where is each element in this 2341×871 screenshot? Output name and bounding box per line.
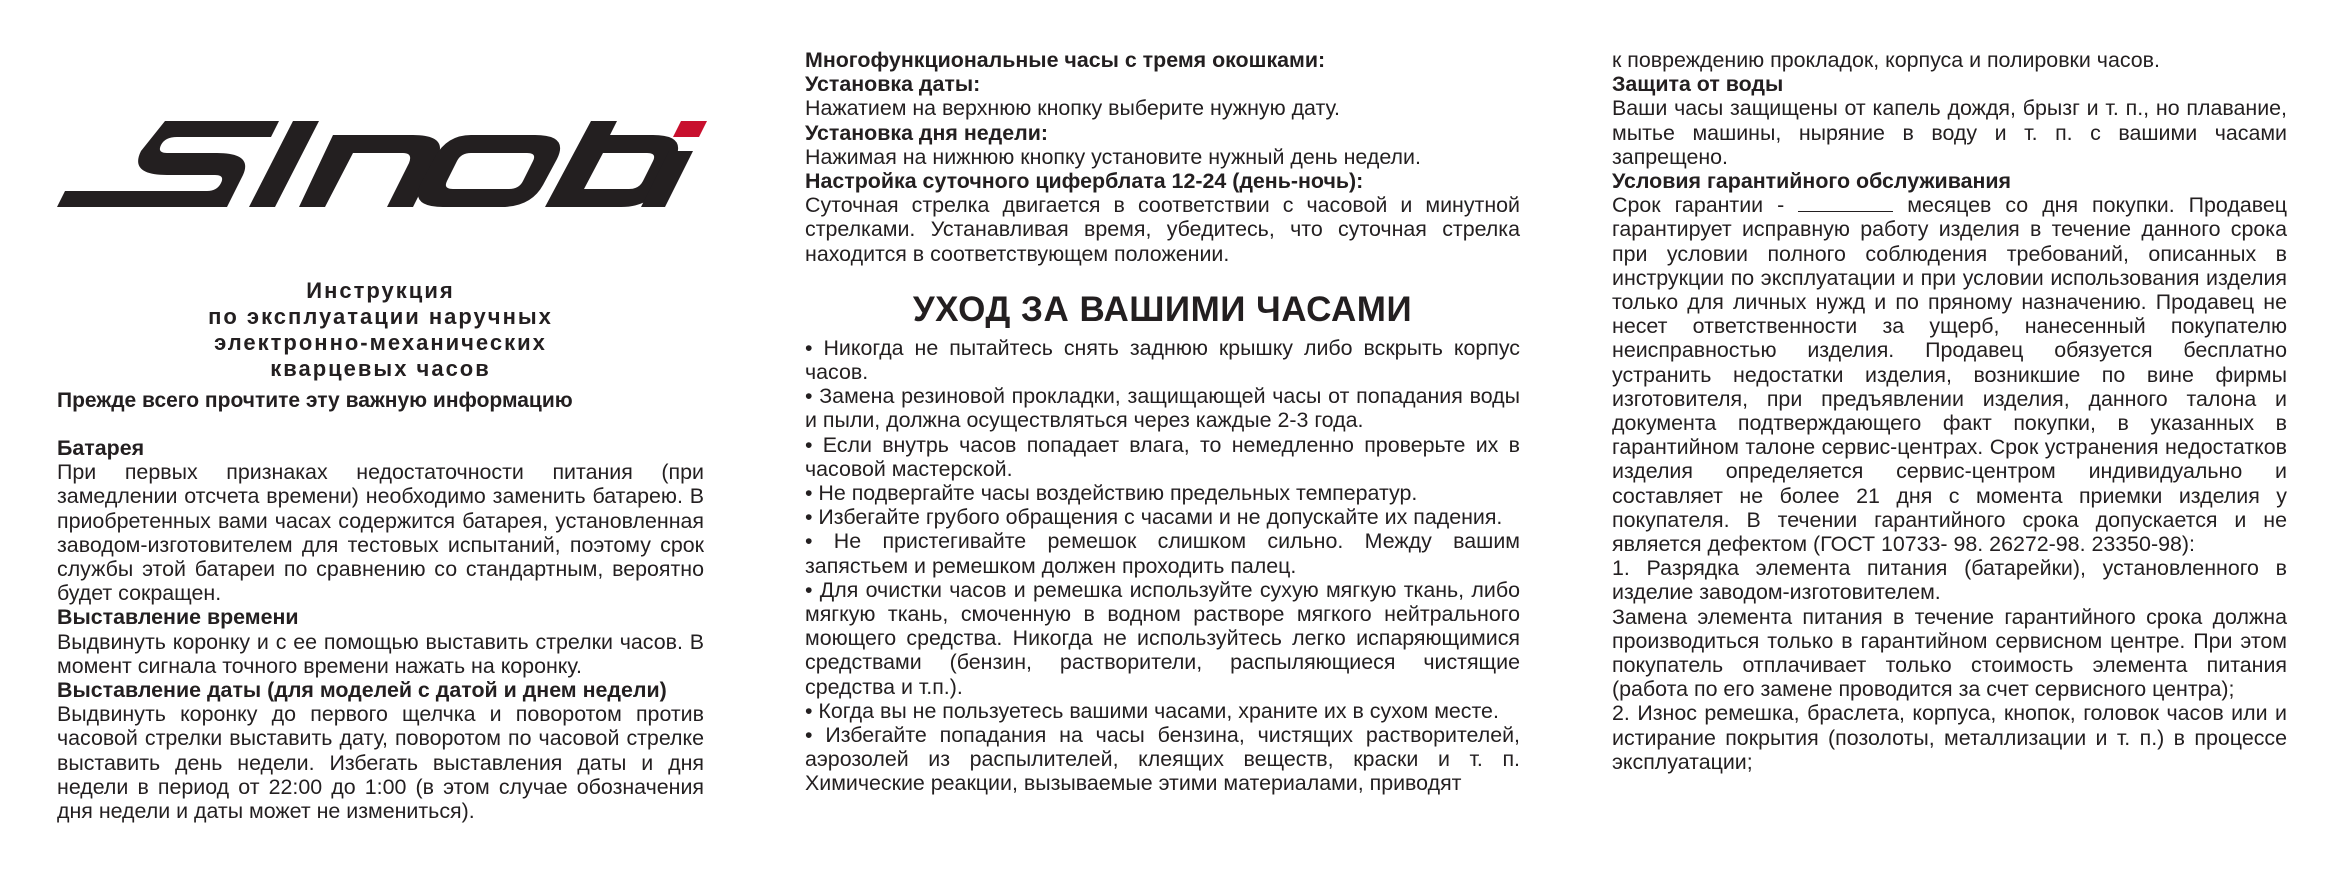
battery-text: При первых признаках недостаточности питания (при замедлении отсчета времени) необходимо заменить батарею. В приобретенных вами часах содержится батарея, установленная заводом-изготовителем для тестовых испытаний, поэтому срок службы этой батареи по сравнению со стандартным, вероятно будет сокращен. bbox=[57, 460, 704, 606]
dial24-text: Суточная стрелка двигается в соответствии с часовой и минутной стрелками. Устанавливая время, убедитесь, что суточная стрелка находится в соответствующем положении. bbox=[805, 193, 1520, 266]
warranty-item-1: 1. Разрядка элемента питания (батарейки), установленного в изделие заводом-изготовителем. bbox=[1612, 556, 2287, 605]
important-notice: Прежде всего прочтите эту важную информацию bbox=[57, 389, 573, 412]
middle-column bbox=[805, 48, 1520, 796]
warranty-prefix: Срок гарантии - bbox=[1612, 193, 1785, 218]
warranty-body: месяцев со дня покупки. Продавец гарантирует исправную работу изделия в течение данного срока при условии полного соблюдения требований, описанных в инструкции по эксплуатации и при условии использования изделия только для личных нужд и по пряному назначению. Продавец не несет ответственности за ущерб, нанесенный покупателю неисправностью изделия. Продавец обязуется бесплатно устранить недостатки изделия, возникшие по вине фирмы изготовителя, при предъявлении изделия, данного талона и документа подтверждающего факт покупки, в указанных в гарантийном талоне сервис-центрах. Срок устранения недостатков изделия определяется сервис-центром индивидуально и составляет не более 21 дня с момента приемки изделия у покупателя. В течении гарантийного срока допускается и не является дефектом (ГОСТ 10733- 98. 26272-98. 23350-98): bbox=[1612, 193, 2288, 557]
right-column bbox=[1612, 48, 2287, 774]
continuation-text: к повреждению прокладок, корпуса и полировки часов. bbox=[1612, 48, 2160, 72]
care-item: • Для очистки часов и ремешка используйте сухую мягкую ткань, либо мягкую ткань, смоченную в водном растворе мягкого нейтрального моющего средства. Никогда не используйтесь легко испаряющимися средствами (бензин, растворители, распыляющиеся чистящие средства и т.п.). bbox=[805, 577, 1520, 699]
heading-line: электронно-механических bbox=[214, 330, 547, 355]
heading-line: кварцевых часов bbox=[270, 356, 491, 381]
set-day-text: Нажимая на нижнюю кнопку установите нужный день недели. bbox=[805, 144, 1421, 169]
water-title: Защита от воды bbox=[1612, 72, 1784, 97]
dial24-title: Настройка суточного циферблата 12-24 (день-ночь): bbox=[805, 169, 1364, 194]
care-title: УХОД ЗА ВАШИМИ ЧАСАМИ bbox=[912, 289, 1413, 329]
brand-logo bbox=[57, 115, 707, 210]
time-text: Выдвинуть коронку и с ее помощью выставить стрелки часов. В момент сигнала точного времени нажать на коронку. bbox=[57, 629, 704, 678]
warranty-item-2: 2. Износ ремешка, браслета, корпуса, кнопок, головок часов или и истирание покрытия (позолоты, металлизации и т. п.) в процессе эксплуатации; bbox=[1612, 701, 2287, 774]
care-item: • Избегайте попадания на часы бензина, чистящих растворителей, аэрозолей из распылителей, клеящих веществ, краски и т. п. Химические реакции, вызываемые этими материалами, приводят bbox=[805, 723, 1520, 796]
instruction-heading bbox=[57, 278, 704, 382]
warranty-months-blank bbox=[1798, 193, 1893, 212]
care-item: • Замена резиновой прокладки, защищающей часы от попадания воды и пыли, должна осуществляться через каждые 2-3 года. bbox=[805, 384, 1520, 433]
care-item: • Не пристегивайте ремешок слишком сильно. Между вашим запястьем и ремешком должен проходить палец. bbox=[805, 529, 1520, 578]
care-item: • Если внутрь часов попадает влага, то немедленно проверьте их в часовой мастерской. bbox=[805, 432, 1520, 481]
left-column bbox=[57, 436, 704, 823]
water-text: Ваши часы защищены от капель дождя, брызг и т. п., но плавание, мытье машины, ныряние в воду и т. п. с вашими часами запрещено. bbox=[1612, 96, 2287, 169]
warranty-item-1-note: Замена элемента питания в течение гарантийного срока должна производиться только в гарантийном сервисном центре. При этом покупатель отплачивает только стоимость элемента питания (работа по его замене проводится за счет сервисного центра); bbox=[1612, 604, 2287, 702]
set-date-title: Установка даты: bbox=[805, 72, 981, 97]
care-item: • Избегайте грубого обращения с часами и не допускайте их падения. bbox=[805, 505, 1503, 530]
heading-line: Инструкция bbox=[306, 278, 455, 303]
set-date-text: Нажатием на верхнюю кнопку выберите нужную дату. bbox=[805, 96, 1341, 121]
time-title: Выставление времени bbox=[57, 605, 299, 630]
care-item: • Никогда не пытайтесь снять заднюю крышку либо вскрыть корпус часов. bbox=[805, 335, 1520, 385]
set-day-title: Установка дня недели: bbox=[805, 120, 1048, 145]
battery-title: Батарея bbox=[57, 436, 145, 460]
date-title: Выставление даты (для моделей с датой и днем недели) bbox=[57, 678, 667, 703]
care-item: • Когда вы не пользуетесь вашими часами, храните их в сухом месте. bbox=[805, 698, 1499, 723]
heading-line: по эксплуатации наручных bbox=[208, 304, 553, 329]
date-text: Выдвинуть коронку до первого щелчка и поворотом против часовой стрелки выставить дату, поворотом по часовой стрелке выставить день недели. Избегать выставления даты и дня недели в период от 22:00 до 1:00 (в этом случае обозначения дня недели и даты может не измениться). bbox=[57, 702, 704, 824]
multi-title: Многофункциональные часы с тремя окошками: bbox=[805, 48, 1326, 72]
warranty-text bbox=[1612, 193, 2287, 556]
logo-accent bbox=[673, 121, 707, 137]
warranty-title: Условия гарантийного обслуживания bbox=[1612, 169, 2012, 194]
sinobi-logo-icon bbox=[57, 115, 707, 210]
care-item: • Не подвергайте часы воздействию предельных температур. bbox=[805, 481, 1418, 506]
